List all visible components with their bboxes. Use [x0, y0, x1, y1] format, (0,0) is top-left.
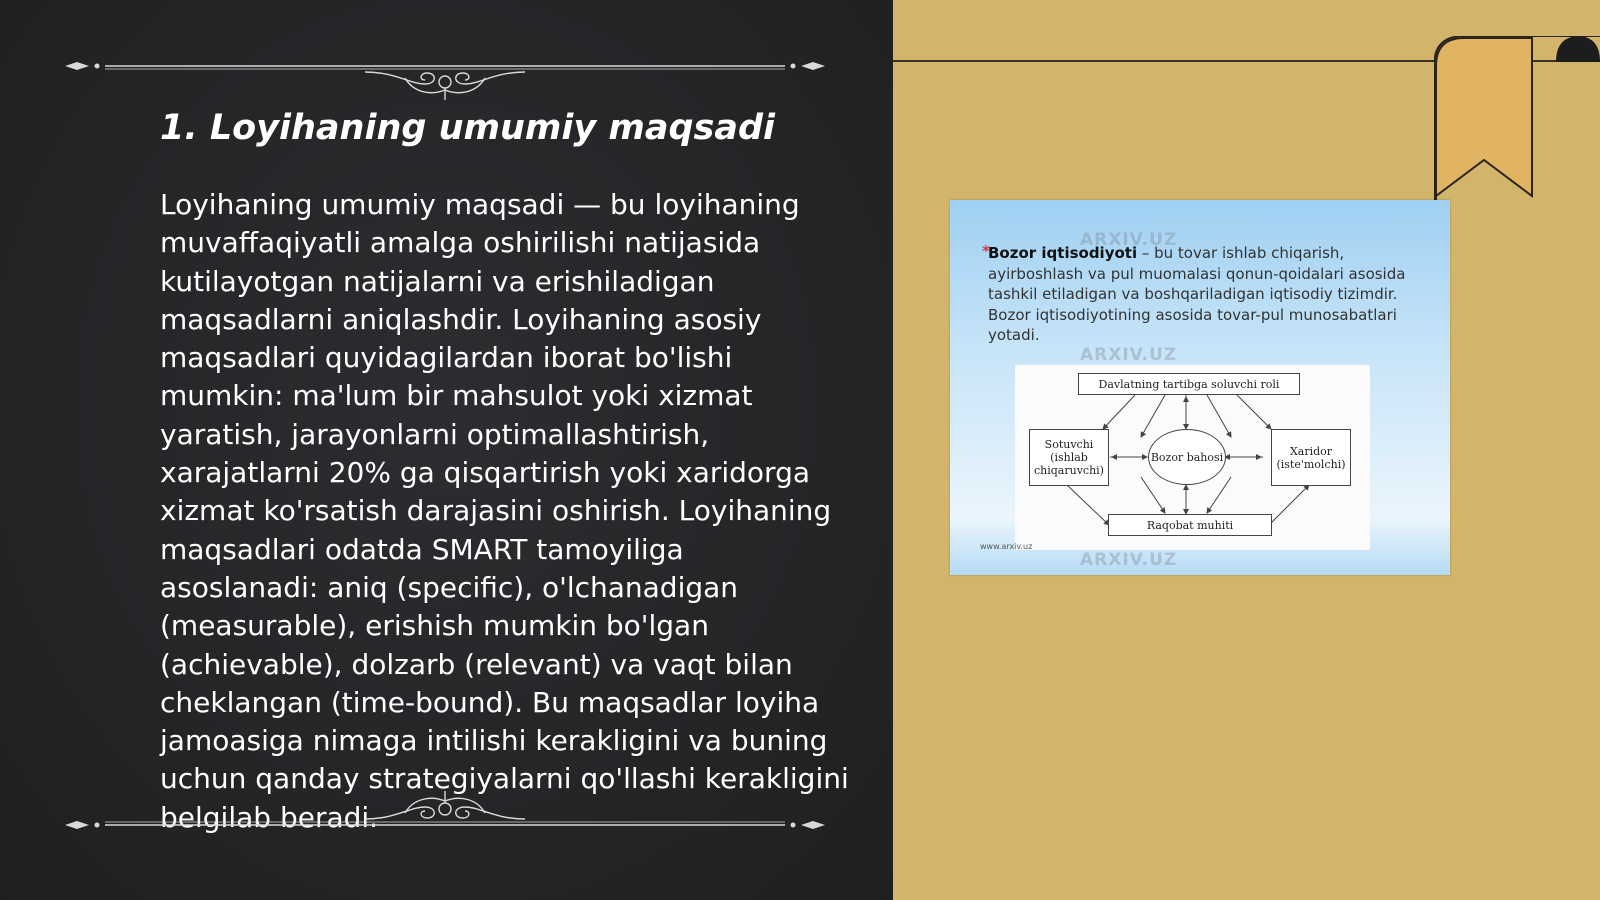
bullet: *: [982, 242, 990, 260]
definition-text: [982, 242, 1418, 346]
watermark: ARXIV.UZ: [1080, 230, 1178, 250]
bookmark-ribbon-icon: [1434, 36, 1600, 200]
embedded-definition-image: [950, 200, 1450, 575]
top-ornament-divider: [65, 40, 825, 100]
source-site-label: www.arxiv.uz: [980, 542, 1033, 551]
watermark: ARXIV.UZ: [1080, 345, 1178, 365]
bottom-ornament-divider: [65, 778, 825, 838]
watermark: ARXIV.UZ: [1080, 550, 1178, 570]
definition-term: Bozor iqtisodiyoti: [988, 244, 1138, 262]
diagram-box-top: Davlatning tartibga soluvchi roli: [1078, 373, 1300, 395]
diagram-box-left: Sotuvchi (ishlab chiqaruvchi): [1029, 429, 1109, 486]
diagram-oval-center: Bozor bahosi: [1148, 429, 1226, 485]
definition-body: – bu tovar ishlab chiqarish, ayirboshlash va pul muomalasi qonun-qoidalari asosida tashkil etiladigan va boshqariladigan iqtisodiy tizimdir. Bozor iqtisodiyotining asosida tovar-pul munosabatlari yotadi.: [988, 244, 1406, 344]
diagram-box-right: Xaridor (iste'molchi): [1271, 429, 1351, 486]
slide-title: 1. Loyihaning umumiy maqsadi: [160, 108, 776, 148]
market-economy-diagram: [1015, 365, 1370, 550]
slide-body-paragraph: Loyihaning umumiy maqsadi — bu loyihaning muvaffaqiyatli amalga oshirilishi natijasida kutilayotgan natijalarni va erishiladigan maqsadlarni aniqlashdir. Loyihaning asosiy maqsadlari quyidagilardan iborat bo'lishi mumkin: ma'lum bir mahsulot yoki xizmat yaratish, jarayonlarni optimallashtirish, xarajatlarni 20% ga qisqartirish yoki xaridorga xizmat ko'rsatish darajasini oshirish. Loyihaning maqsadlari odatda SMART tamoyiliga asoslanadi: aniq (specific), o'lchanadigan (measurable), erishish mumkin bo'lgan (achievable), dolzarb (relevant) va vaqt bilan cheklangan (time-bound). Bu maqsadlar loyiha jamoasiga nimaga intilishi kerakligini va buning uchun qanday strategiyalarni qo'llashi kerakligini belgilab beradi.: [160, 188, 849, 834]
diagram-box-bottom: Raqobat muhiti: [1108, 514, 1272, 536]
